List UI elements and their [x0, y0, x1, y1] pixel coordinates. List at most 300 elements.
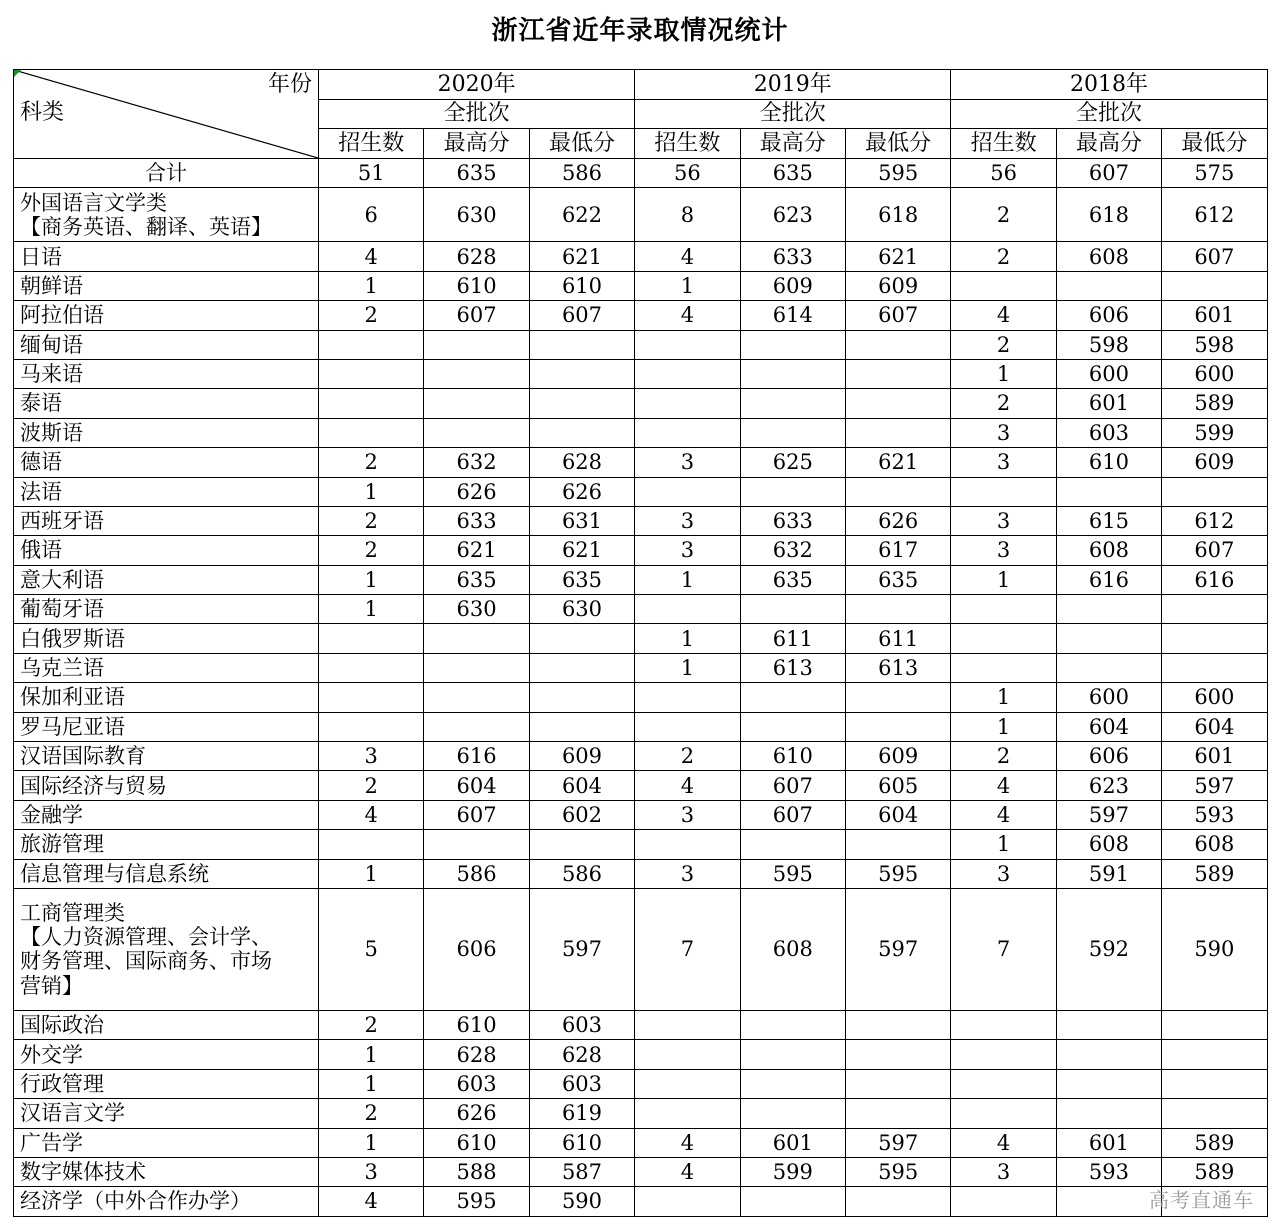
value-cell-enrolled: 8 [635, 188, 740, 242]
value-cell-min-score [529, 330, 634, 359]
value-cell-min-score [1162, 477, 1267, 506]
value-cell-enrolled: 3 [951, 859, 1056, 888]
value-cell-min-score: 607 [845, 301, 950, 330]
value-cell-max-score: 633 [740, 242, 845, 271]
value-cell-min-score [845, 830, 950, 859]
value-cell-enrolled: 2 [319, 1099, 424, 1128]
value-cell-max-score: 604 [424, 771, 529, 800]
value-cell-min-score [845, 595, 950, 624]
value-cell-enrolled [951, 1187, 1056, 1216]
value-cell-enrolled: 56 [951, 159, 1056, 188]
subject-name-cell: 波斯语 [14, 418, 319, 447]
value-cell-enrolled [635, 1040, 740, 1069]
column-header-min-score: 最低分 [529, 129, 634, 159]
value-cell-min-score [529, 653, 634, 682]
value-cell-min-score: 609 [845, 271, 950, 300]
value-cell-min-score: 617 [845, 536, 950, 565]
value-cell-enrolled: 1 [951, 359, 1056, 388]
value-cell-min-score: 635 [845, 565, 950, 594]
value-cell-max-score: 635 [740, 159, 845, 188]
value-cell-min-score: 597 [845, 888, 950, 1010]
year-header-2018: 2018年 [951, 70, 1267, 100]
subject-name-cell: 朝鲜语 [14, 271, 319, 300]
value-cell-max-score [424, 683, 529, 712]
value-cell-enrolled [951, 1040, 1056, 1069]
value-cell-min-score [1162, 653, 1267, 682]
value-cell-min-score: 607 [1162, 242, 1267, 271]
column-header-enrolled: 招生数 [951, 129, 1056, 159]
value-cell-min-score: 621 [529, 536, 634, 565]
value-cell-min-score: 612 [1162, 188, 1267, 242]
value-cell-max-score: 609 [740, 271, 845, 300]
value-cell-max-score: 607 [424, 301, 529, 330]
value-cell-min-score [1162, 595, 1267, 624]
value-cell-enrolled [951, 624, 1056, 653]
value-cell-min-score: 609 [845, 742, 950, 771]
value-cell-max-score [740, 1040, 845, 1069]
value-cell-max-score: 592 [1056, 888, 1161, 1010]
value-cell-max-score: 623 [1056, 771, 1161, 800]
value-cell-min-score: 609 [1162, 448, 1267, 477]
value-cell-min-score [529, 389, 634, 418]
table-row [14, 1099, 1268, 1128]
value-cell-max-score: 610 [740, 742, 845, 771]
table-row [14, 859, 1268, 888]
value-cell-min-score: 600 [1162, 359, 1267, 388]
value-cell-max-score: 626 [424, 477, 529, 506]
value-cell-max-score: 632 [424, 448, 529, 477]
column-header-enrolled: 招生数 [635, 129, 740, 159]
value-cell-max-score [1056, 653, 1161, 682]
value-cell-enrolled: 1 [319, 859, 424, 888]
value-cell-min-score [1162, 1010, 1267, 1039]
value-cell-min-score: 575 [1162, 159, 1267, 188]
year-header-2020: 2020年 [319, 70, 635, 100]
value-cell-enrolled: 2 [319, 536, 424, 565]
value-cell-max-score: 604 [1056, 712, 1161, 741]
value-cell-max-score: 595 [424, 1187, 529, 1216]
value-cell-max-score [1056, 595, 1161, 624]
value-cell-min-score: 626 [529, 477, 634, 506]
value-cell-min-score: 589 [1162, 1128, 1267, 1157]
table-row [14, 771, 1268, 800]
value-cell-max-score [740, 1099, 845, 1128]
value-cell-enrolled: 3 [635, 448, 740, 477]
value-cell-enrolled: 2 [319, 1010, 424, 1039]
value-cell-enrolled [635, 389, 740, 418]
value-cell-min-score: 607 [1162, 536, 1267, 565]
value-cell-max-score: 635 [424, 159, 529, 188]
value-cell-enrolled: 1 [951, 565, 1056, 594]
table-row [14, 888, 1268, 1010]
value-cell-enrolled: 4 [951, 800, 1056, 829]
value-cell-enrolled [635, 712, 740, 741]
value-cell-enrolled: 2 [951, 389, 1056, 418]
column-header-min-score: 最低分 [1162, 129, 1267, 159]
subject-name-cell: 马来语 [14, 359, 319, 388]
value-cell-min-score [529, 683, 634, 712]
value-cell-enrolled [635, 1010, 740, 1039]
value-cell-max-score: 614 [740, 301, 845, 330]
value-cell-min-score: 605 [845, 771, 950, 800]
value-cell-enrolled [319, 389, 424, 418]
value-cell-max-score [740, 1069, 845, 1098]
value-cell-max-score: 608 [740, 888, 845, 1010]
value-cell-min-score: 619 [529, 1099, 634, 1128]
column-header-max-score: 最高分 [1056, 129, 1161, 159]
value-cell-enrolled: 3 [951, 418, 1056, 447]
year-header-2019: 2019年 [635, 70, 951, 100]
batch-header: 全批次 [951, 100, 1267, 129]
value-cell-enrolled: 2 [319, 301, 424, 330]
subject-name-cell: 意大利语 [14, 565, 319, 594]
value-cell-max-score: 633 [424, 506, 529, 535]
value-cell-min-score: 589 [1162, 389, 1267, 418]
value-cell-min-score [845, 477, 950, 506]
value-cell-enrolled [635, 683, 740, 712]
subject-name-cell: 阿拉伯语 [14, 301, 319, 330]
value-cell-max-score: 621 [424, 536, 529, 565]
value-cell-max-score [1056, 1010, 1161, 1039]
value-cell-max-score: 600 [1056, 359, 1161, 388]
value-cell-max-score: 610 [424, 271, 529, 300]
value-cell-max-score: 595 [740, 859, 845, 888]
value-cell-min-score: 621 [845, 448, 950, 477]
value-cell-min-score [845, 1099, 950, 1128]
value-cell-max-score [1056, 1099, 1161, 1128]
value-cell-enrolled: 3 [951, 536, 1056, 565]
subject-name-cell: 葡萄牙语 [14, 595, 319, 624]
value-cell-min-score: 595 [845, 159, 950, 188]
subject-name-cell: 西班牙语 [14, 506, 319, 535]
value-cell-max-score [424, 418, 529, 447]
page-title: 浙江省近年录取情况统计 [491, 16, 789, 46]
value-cell-min-score: 590 [529, 1187, 634, 1216]
value-cell-min-score [1162, 271, 1267, 300]
table-row [14, 595, 1268, 624]
value-cell-max-score: 635 [424, 565, 529, 594]
table-row [14, 565, 1268, 594]
column-header-max-score: 最高分 [424, 129, 529, 159]
value-cell-max-score: 635 [740, 565, 845, 594]
value-cell-max-score [424, 712, 529, 741]
value-cell-enrolled: 3 [319, 742, 424, 771]
value-cell-max-score: 603 [1056, 418, 1161, 447]
value-cell-max-score [1056, 624, 1161, 653]
value-cell-enrolled: 1 [635, 653, 740, 682]
value-cell-max-score: 615 [1056, 506, 1161, 535]
value-cell-min-score: 626 [845, 506, 950, 535]
value-cell-max-score: 630 [424, 595, 529, 624]
value-cell-min-score: 597 [529, 888, 634, 1010]
table-row [14, 506, 1268, 535]
value-cell-min-score: 602 [529, 800, 634, 829]
value-cell-enrolled: 2 [951, 330, 1056, 359]
value-cell-enrolled [319, 624, 424, 653]
value-cell-max-score: 603 [424, 1069, 529, 1098]
value-cell-min-score: 628 [529, 448, 634, 477]
subject-name-cell: 汉语言文学 [14, 1099, 319, 1128]
value-cell-enrolled [319, 712, 424, 741]
value-cell-enrolled [635, 418, 740, 447]
value-cell-min-score [845, 418, 950, 447]
value-cell-enrolled: 4 [951, 301, 1056, 330]
value-cell-enrolled: 4 [635, 301, 740, 330]
value-cell-enrolled: 3 [635, 536, 740, 565]
table-row [14, 188, 1268, 242]
value-cell-min-score: 600 [1162, 683, 1267, 712]
value-cell-enrolled: 2 [319, 448, 424, 477]
table-row [14, 712, 1268, 741]
value-cell-enrolled [319, 359, 424, 388]
value-cell-min-score: 597 [845, 1128, 950, 1157]
value-cell-max-score: 586 [424, 859, 529, 888]
value-cell-enrolled: 4 [319, 242, 424, 271]
value-cell-enrolled: 5 [319, 888, 424, 1010]
value-cell-max-score [424, 359, 529, 388]
value-cell-enrolled: 1 [319, 271, 424, 300]
value-cell-max-score: 607 [1056, 159, 1161, 188]
value-cell-max-score: 613 [740, 653, 845, 682]
value-cell-min-score: 603 [529, 1010, 634, 1039]
value-cell-enrolled [319, 330, 424, 359]
value-cell-min-score: 595 [845, 859, 950, 888]
batch-header: 全批次 [635, 100, 951, 129]
table-row [14, 271, 1268, 300]
subject-name-cell: 合计 [14, 159, 319, 188]
value-cell-max-score: 618 [1056, 188, 1161, 242]
value-cell-enrolled [319, 683, 424, 712]
subject-label: 科类 [20, 100, 65, 125]
value-cell-enrolled [635, 330, 740, 359]
value-cell-max-score: 610 [424, 1128, 529, 1157]
value-cell-max-score [424, 330, 529, 359]
value-cell-max-score [424, 624, 529, 653]
table-row [14, 1157, 1268, 1186]
value-cell-enrolled [319, 653, 424, 682]
value-cell-min-score [529, 418, 634, 447]
total-row [14, 159, 1268, 188]
value-cell-enrolled: 2 [951, 242, 1056, 271]
value-cell-enrolled: 4 [951, 771, 1056, 800]
value-cell-min-score: 607 [529, 301, 634, 330]
value-cell-min-score [1162, 1040, 1267, 1069]
value-cell-min-score: 616 [1162, 565, 1267, 594]
value-cell-max-score: 599 [740, 1157, 845, 1186]
value-cell-min-score: 601 [1162, 301, 1267, 330]
value-cell-max-score [740, 330, 845, 359]
value-cell-max-score [740, 712, 845, 741]
value-cell-max-score: 593 [1056, 1157, 1161, 1186]
value-cell-max-score: 633 [740, 506, 845, 535]
subject-name-cell: 工商管理类 【人力资源管理、会计学、 财务管理、国际商务、市场 营销】 [14, 888, 319, 1010]
table-row [14, 1128, 1268, 1157]
subject-name-cell: 缅甸语 [14, 330, 319, 359]
value-cell-min-score [529, 624, 634, 653]
subject-name-cell: 日语 [14, 242, 319, 271]
value-cell-enrolled: 2 [951, 742, 1056, 771]
value-cell-min-score: 604 [845, 800, 950, 829]
subject-name-cell: 旅游管理 [14, 830, 319, 859]
value-cell-min-score: 589 [1162, 1157, 1267, 1186]
subject-name-cell: 法语 [14, 477, 319, 506]
value-cell-enrolled: 51 [319, 159, 424, 188]
value-cell-min-score: 603 [529, 1069, 634, 1098]
column-header-min-score: 最低分 [845, 129, 950, 159]
value-cell-enrolled [951, 1069, 1056, 1098]
value-cell-enrolled [635, 359, 740, 388]
value-cell-enrolled [319, 830, 424, 859]
value-cell-max-score: 628 [424, 1040, 529, 1069]
value-cell-max-score: 610 [1056, 448, 1161, 477]
subject-name-cell: 金融学 [14, 800, 319, 829]
table-row [14, 1040, 1268, 1069]
value-cell-min-score: 604 [1162, 712, 1267, 741]
value-cell-min-score: 608 [1162, 830, 1267, 859]
value-cell-enrolled: 3 [951, 448, 1056, 477]
subject-name-cell: 经济学（中外合作办学） [14, 1187, 319, 1216]
value-cell-min-score [1162, 1099, 1267, 1128]
value-cell-min-score [1162, 1069, 1267, 1098]
value-cell-enrolled: 4 [319, 1187, 424, 1216]
table-row [14, 800, 1268, 829]
value-cell-min-score [529, 712, 634, 741]
table-row [14, 389, 1268, 418]
table-row [14, 1069, 1268, 1098]
table-row [14, 359, 1268, 388]
value-cell-max-score [740, 830, 845, 859]
subject-name-cell: 广告学 [14, 1128, 319, 1157]
value-cell-min-score: 598 [1162, 330, 1267, 359]
value-cell-min-score [845, 712, 950, 741]
value-cell-min-score: 586 [529, 859, 634, 888]
subject-name-cell: 国际经济与贸易 [14, 771, 319, 800]
value-cell-max-score: 606 [424, 888, 529, 1010]
value-cell-enrolled: 3 [635, 506, 740, 535]
value-cell-enrolled: 1 [635, 565, 740, 594]
value-cell-min-score: 610 [529, 1128, 634, 1157]
value-cell-enrolled: 3 [635, 859, 740, 888]
value-cell-enrolled: 1 [319, 477, 424, 506]
value-cell-enrolled: 1 [635, 271, 740, 300]
value-cell-max-score [1056, 1187, 1161, 1216]
value-cell-min-score: 621 [529, 242, 634, 271]
table-row [14, 830, 1268, 859]
table-row [14, 624, 1268, 653]
value-cell-min-score: 630 [529, 595, 634, 624]
value-cell-enrolled: 4 [635, 242, 740, 271]
value-cell-min-score: 589 [1162, 859, 1267, 888]
subject-name-cell: 行政管理 [14, 1069, 319, 1098]
value-cell-enrolled: 3 [951, 506, 1056, 535]
value-cell-min-score: 612 [1162, 506, 1267, 535]
subject-name-cell: 外国语言文学类 【商务英语、翻译、英语】 [14, 188, 319, 242]
value-cell-max-score [740, 389, 845, 418]
subject-name-cell: 信息管理与信息系统 [14, 859, 319, 888]
value-cell-enrolled [951, 595, 1056, 624]
value-cell-max-score [424, 389, 529, 418]
column-header-enrolled: 招生数 [319, 129, 424, 159]
value-cell-max-score: 608 [1056, 536, 1161, 565]
watermark: 高考直通车 [1149, 1188, 1254, 1212]
value-cell-max-score: 630 [424, 188, 529, 242]
value-cell-max-score: 628 [424, 242, 529, 271]
value-cell-enrolled: 1 [319, 1128, 424, 1157]
value-cell-min-score: 587 [529, 1157, 634, 1186]
table-row [14, 683, 1268, 712]
value-cell-max-score: 601 [740, 1128, 845, 1157]
table-row [14, 330, 1268, 359]
value-cell-min-score: 601 [1162, 742, 1267, 771]
subject-name-cell: 保加利亚语 [14, 683, 319, 712]
table-row [14, 477, 1268, 506]
value-cell-min-score [529, 830, 634, 859]
subject-name-cell: 泰语 [14, 389, 319, 418]
value-cell-max-score [740, 359, 845, 388]
value-cell-enrolled [635, 595, 740, 624]
value-cell-min-score: 599 [1162, 418, 1267, 447]
value-cell-enrolled: 4 [635, 1128, 740, 1157]
value-cell-max-score: 626 [424, 1099, 529, 1128]
subject-name-cell: 数字媒体技术 [14, 1157, 319, 1186]
value-cell-max-score: 608 [1056, 242, 1161, 271]
value-cell-max-score [740, 1010, 845, 1039]
value-cell-enrolled: 3 [951, 1157, 1056, 1186]
subject-name-cell: 国际政治 [14, 1010, 319, 1039]
value-cell-enrolled: 1 [319, 1069, 424, 1098]
value-cell-min-score [845, 683, 950, 712]
value-cell-enrolled [635, 1187, 740, 1216]
value-cell-max-score [1056, 271, 1161, 300]
value-cell-min-score [845, 1040, 950, 1069]
value-cell-enrolled: 3 [319, 1157, 424, 1186]
value-cell-min-score: 621 [845, 242, 950, 271]
value-cell-max-score: 632 [740, 536, 845, 565]
value-cell-min-score: 595 [845, 1157, 950, 1186]
value-cell-max-score [740, 595, 845, 624]
batch-header: 全批次 [319, 100, 635, 129]
value-cell-max-score: 600 [1056, 683, 1161, 712]
value-cell-max-score: 601 [1056, 1128, 1161, 1157]
value-cell-min-score: 631 [529, 506, 634, 535]
value-cell-enrolled: 2 [951, 188, 1056, 242]
value-cell-min-score: 610 [529, 271, 634, 300]
value-cell-max-score [1056, 477, 1161, 506]
value-cell-min-score: 586 [529, 159, 634, 188]
value-cell-enrolled: 1 [319, 565, 424, 594]
value-cell-enrolled: 2 [319, 771, 424, 800]
value-cell-enrolled: 6 [319, 188, 424, 242]
table-row [14, 742, 1268, 771]
value-cell-max-score [740, 1187, 845, 1216]
value-cell-enrolled [951, 1099, 1056, 1128]
value-cell-max-score: 598 [1056, 330, 1161, 359]
table-row [14, 1187, 1268, 1216]
value-cell-max-score [1056, 1069, 1161, 1098]
value-cell-enrolled: 1 [951, 830, 1056, 859]
value-cell-max-score [424, 653, 529, 682]
value-cell-max-score [1056, 1040, 1161, 1069]
value-cell-enrolled: 7 [635, 888, 740, 1010]
value-cell-enrolled: 4 [635, 771, 740, 800]
value-cell-enrolled: 4 [951, 1128, 1056, 1157]
value-cell-max-score [740, 418, 845, 447]
value-cell-min-score: 593 [1162, 800, 1267, 829]
value-cell-min-score [845, 1187, 950, 1216]
corner-marker [14, 70, 21, 77]
value-cell-enrolled: 4 [319, 800, 424, 829]
value-cell-enrolled [951, 477, 1056, 506]
